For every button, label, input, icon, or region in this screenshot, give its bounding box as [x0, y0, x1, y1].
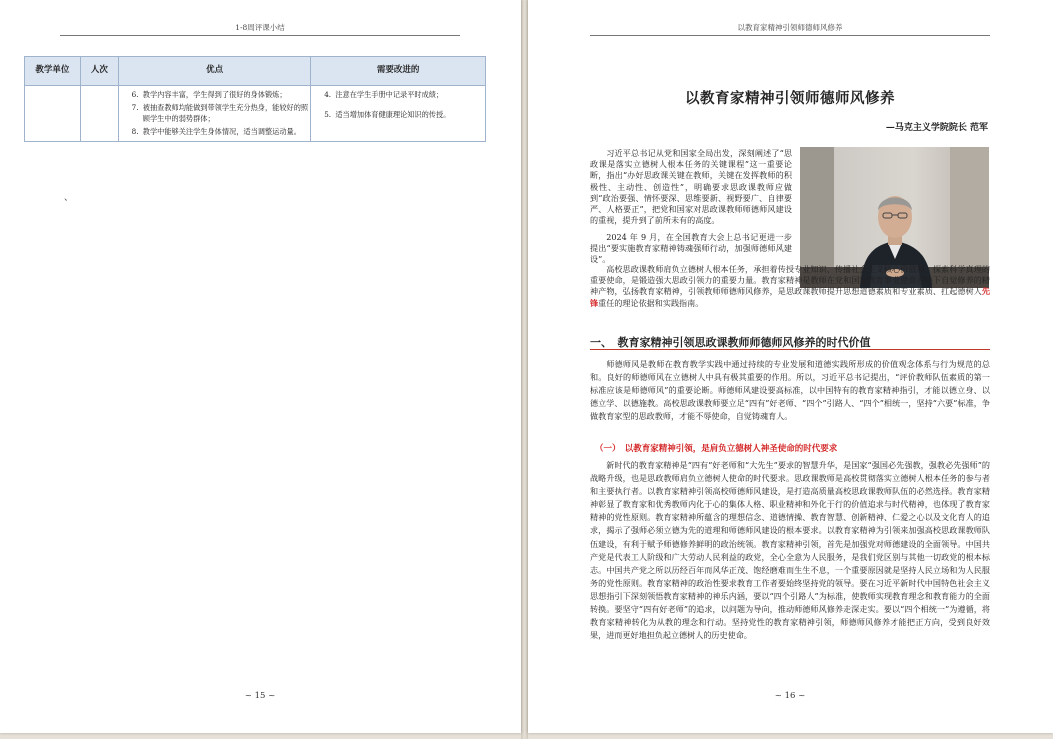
paragraph-2024: 2024 年 9 月，在全国教育大会上总书记更进一步提出“要实施教育家精神铸魂强师行动，加强师德师风建设”。 [590, 232, 792, 265]
text-run: 重任的理论依据和实践指南。 [598, 297, 704, 308]
list-item: 5. 适当增加体育健康理论知识的传授。 [333, 109, 483, 121]
section-heading: 一、 教育家精神引领思政课教师师德师风修养的时代价值 [590, 336, 871, 349]
section-rule [590, 349, 990, 350]
column-header-unit: 教学单位 [25, 57, 81, 86]
list-item: 7. 被抽查教师均能做到带领学生充分热身，能较好的照顾学生中的弱势群体； [141, 102, 309, 125]
page-gutter [521, 0, 528, 739]
unit-cell [25, 86, 81, 142]
running-header: 以教育家精神引领师德师风修养 [737, 23, 843, 32]
list-item: 4. 注意在学生手册中记录平时成绩； [333, 89, 483, 101]
paragraph-educator-spirit: 新时代的教育家精神是“四有”好老师和“大先生”要求的智慧升华，是国家“强国必先强教，强教必先强师”的战略升级，也是思政教师肩负立德树人使命的时代要求。思政课教师是高校贯彻落实立德树人根本任务的参与者和主要执行者。以教育家精神引领高校师德师风建设，是打造高质量高校思政课教师队伍的必然选择。教育家精神彰显了教育家和优秀教师内化于心的集体人格、职业精神和外化于行的价值追求与时代精神，也体现了教育家精神的党性原则。教育家精神所蕴含的理想信念、道德情操、教育智慧、创新精神、仁爱之心以及文化育人的追求，揭示了强师必须立德为先的道理和师德师风建设的根本要求。以教育家精神为引领来加强高校思政课教师队伍建设，有利于赋予师德修养鲜明的政治统领。教育家精神引领，首先是加强党对师德建设的全面领导。中国共产党是代表工人阶级和广大劳动人民利益的政党，全心全意为人民服务，是我们党区别与其他一切政党的根本标志。中国共产党之所以历经百年而风华正茂、饱经磨难而生生不息，一个重要原因就是坚持人民立场和为人民服务的党性原则。教育家精神的政治性要求教育工作者要始终坚持党的领导。要在习近平新时代中国特色社会主义思想指引下深刻领悟教育家精神的神乐内涵，要以“四个引路人”为标准，使教师实现教育理念和教育能力的全面转换。要坚守“四有好老师”的追求，以问题为导向，推动师德师风修养走深走实。要以“四个相统一”为遵循，将教育家精神转化为从教的理念和行动。坚持党性的教育家精神引领，师德师风修养才能把正方向，受到良好效果，进而更好地担负起立德树人的历史使命。 [590, 460, 990, 641]
page-number: ~ 16 ~ [774, 691, 806, 701]
page-number: ~ 15 ~ [244, 691, 276, 701]
paragraph-ethics: 师德师风是教师在教育教学实践中通过持续的专业发展和道德实践所形成的价值观念体系与行为规范的总和。良好的师德师风在立德树人中具有极其重要的作用。所以，习近平总书记提出，“评价教师队伍素质的第一标准应该是师德师风”的重要论断。师德师风建设要高标准，以中国特有的教育家精神指引，才能以德立身、以德立学、以德施教。高校思政课教师要立足“四有”好老师、“四个”引路人、“四个”相统一，坚持“六要”标准，争做教育家型的思政教师，才能不辱使命，自觉铸魂育人。 [590, 359, 990, 422]
article-title: 以教育家精神引领师德师风修养 [685, 90, 895, 107]
column-header-improvements: 需要改进的 [311, 57, 486, 86]
paragraph-teachers [590, 264, 990, 309]
text-run: 高校思政课教师肩负立德树人根本任务，承担着传授专业知识、传播社会主义核心价值观、探索科学真理的重要使命，是锻造强大思政引领力的重要力量。教育家精神是教师在党和国家教育事业使命召唤下自觉修养的精神产物，弘扬教育家精神，引领教师师德师风修养，是思政课教师提升思想道德素质和专业素质、扛起德树人 [590, 264, 990, 297]
table-header-row [25, 57, 486, 86]
paragraph-intro: 习近平总书记从党和国家全局出发，深刻阐述了“思政课是落实立德树人根本任务的关键课程”这一重要论断，指出“办好思政课关键在教师，关键在发挥教师的积极性、主动性、创造性”，明确要求思政课教师应做到“政治要强、情怀要深、思维要新、视野要广、自律要严、人格要正”，把党和国家对思政课教师师德师风建设的重视，提升到了前所未有的高度。 [590, 148, 792, 226]
strengths-cell [118, 86, 311, 142]
highlighted-text: 先锋 [590, 286, 990, 308]
review-table [24, 56, 486, 142]
header-rule [60, 35, 460, 36]
stray-mark: 、 [64, 193, 74, 203]
header-rule [590, 35, 990, 36]
improvements-cell [311, 86, 486, 142]
column-header-strengths: 优点 [118, 57, 311, 86]
subsection-heading: （一） 以教育家精神引领，是肩负立德树人神圣使命的时代要求 [595, 444, 838, 454]
list-item: 6. 教学内容丰富，学生得到了很好的身体锻炼； [141, 89, 309, 101]
article-author: —马克主义学院院长 范军 [885, 123, 988, 133]
running-header: 1-8周评课小结 [235, 23, 285, 32]
column-header-count: 人次 [80, 57, 118, 86]
table-row [25, 86, 486, 142]
count-cell [80, 86, 118, 142]
list-item: 8. 教学中能够关注学生身体情况，适当调整运动量。 [141, 126, 309, 138]
page-15 [0, 0, 521, 733]
